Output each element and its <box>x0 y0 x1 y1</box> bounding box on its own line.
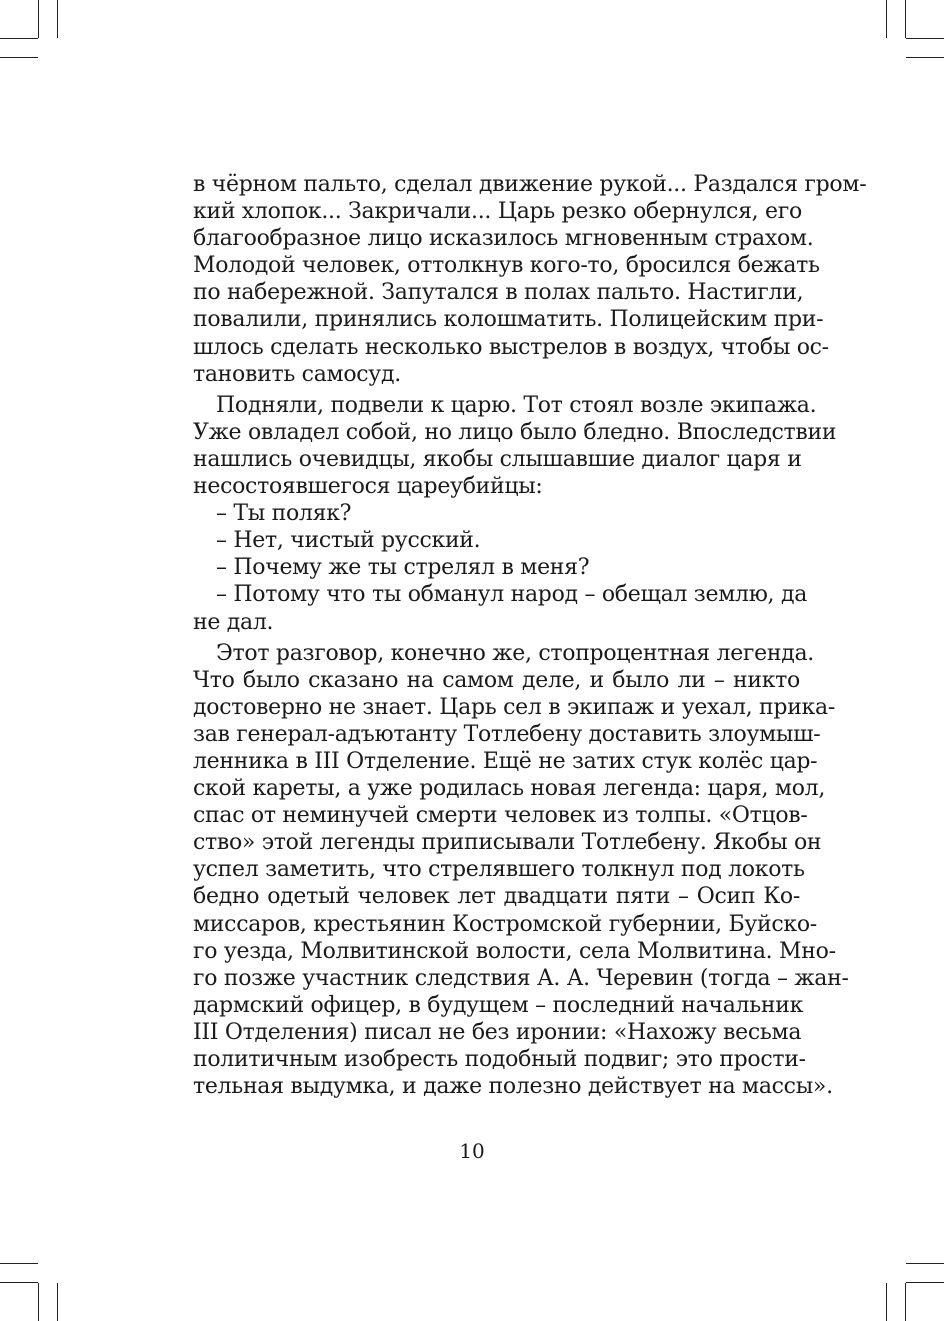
text-line: – Нет, чистый русский. <box>216 528 481 554</box>
text-line: ленника в III Отделение. Ещё не затих стук колёс цар- <box>193 748 818 774</box>
paragraph <box>193 640 849 1101</box>
text-line: не дал. <box>193 609 274 635</box>
text-line: ской кареты, а уже родилась новая легенда: царя, мол, <box>193 776 826 802</box>
text-line: ство» этой легенды приписывали Тотлебену. Якобы он <box>193 830 822 856</box>
text-line: бедно одетый человек лет двадцати пяти – Осип Ко- <box>193 884 800 910</box>
text-line: нашлись очевидцы, якобы слышавшие диалог царя и <box>193 446 802 472</box>
body-text <box>193 171 867 1100</box>
text-line: повалили, принялись колошматить. Полицейским при- <box>193 307 824 333</box>
text-line: тельная выдумка, и даже полезно действует на массы». <box>193 1074 833 1100</box>
crop-mark-bottom-left-vertical <box>38 1283 39 1321</box>
text-line: тановить самосуд. <box>193 361 401 387</box>
text-line: шлось сделать несколько выстрелов в воздух, чтобы ос- <box>193 334 829 360</box>
crop-mark-top-right-vertical <box>905 0 906 38</box>
crop-mark-top-right-vertical-outer <box>886 0 887 38</box>
crop-mark-bottom-right-horizontal-outer <box>906 1263 944 1264</box>
text-line: миссаров, крестьянин Костромской губернии, Буйско- <box>193 911 817 937</box>
dialogue-line <box>193 527 800 554</box>
crop-mark-top-right-horizontal <box>906 38 944 39</box>
paragraph <box>193 392 837 500</box>
text-line: – Почему же ты стрелял в меня? <box>216 555 590 581</box>
text-line: Что было сказано на самом деле, и было ли – никто <box>193 667 800 693</box>
text-line: успел заметить, что стрелявшего толкнул под локоть <box>193 857 805 883</box>
crop-mark-bottom-right-vertical <box>905 1283 906 1321</box>
crop-mark-bottom-right-vertical-outer <box>886 1283 887 1321</box>
crop-mark-bottom-left-horizontal-outer <box>0 1263 38 1264</box>
crop-mark-bottom-left-horizontal <box>0 1282 38 1283</box>
crop-mark-top-left-vertical-outer <box>57 0 58 38</box>
text-line: спас от неминучей смерти человек из толпы. «Отцов- <box>193 803 808 829</box>
text-line: зав генерал-адъютанту Тотлебену доставить злоумыш- <box>193 721 821 747</box>
text-line: го позже участник следствия А. А. Черевин (тогда – жан- <box>193 965 849 991</box>
crop-mark-top-left-horizontal <box>0 38 38 39</box>
text-line: Уже овладел собой, но лицо было бледно. Впоследствии <box>193 419 837 445</box>
dialogue-line <box>193 500 800 527</box>
dialogue-line <box>193 554 800 581</box>
text-line: благообразное лицо исказилось мгновенным страхом. <box>193 226 814 252</box>
crop-mark-top-left-vertical <box>38 0 39 38</box>
text-line: Подняли, подвели к царю. Тот стоял возле экипажа. <box>216 392 817 418</box>
paragraph <box>193 171 867 388</box>
text-line: по набережной. Запутался в полах пальто. Настигли, <box>193 280 804 306</box>
text-line: достоверно не знает. Царь сел в экипаж и уехал, прика- <box>193 694 835 720</box>
text-line: Молодой человек, оттолкнув кого-то, бросился бежать <box>193 253 820 279</box>
text-line: – Потому что ты обманул народ – обещал землю, да <box>216 582 808 608</box>
text-line: – Ты поляк? <box>216 501 352 527</box>
text-line: кий хлопок... Закричали... Царь резко обернулся, его <box>193 199 802 225</box>
dialogue-line <box>193 581 808 635</box>
text-line: несостоявшегося цареубийцы: <box>193 474 543 500</box>
crop-mark-top-right-horizontal-outer <box>906 57 944 58</box>
text-line: Этот разговор, конечно же, стопроцентная легенда. <box>216 640 814 666</box>
page-number: 10 <box>459 1139 485 1163</box>
crop-mark-bottom-right-horizontal <box>906 1282 944 1283</box>
text-line: дармский офицер, в будущем – последний начальник <box>193 992 804 1018</box>
text-line: го уезда, Молвитинской волости, села Молвитина. Мно- <box>193 938 836 964</box>
crop-mark-bottom-left-vertical-outer <box>57 1283 58 1321</box>
text-line: в чёрном пальто, сделал движение рукой... Раздался гром- <box>193 172 867 197</box>
crop-mark-top-left-horizontal-outer <box>0 57 38 58</box>
text-line: III Отделения) писал не без иронии: «Нахожу весьма <box>193 1019 802 1045</box>
text-line: политичным изобресть подобный подвиг; это прости- <box>193 1047 806 1072</box>
